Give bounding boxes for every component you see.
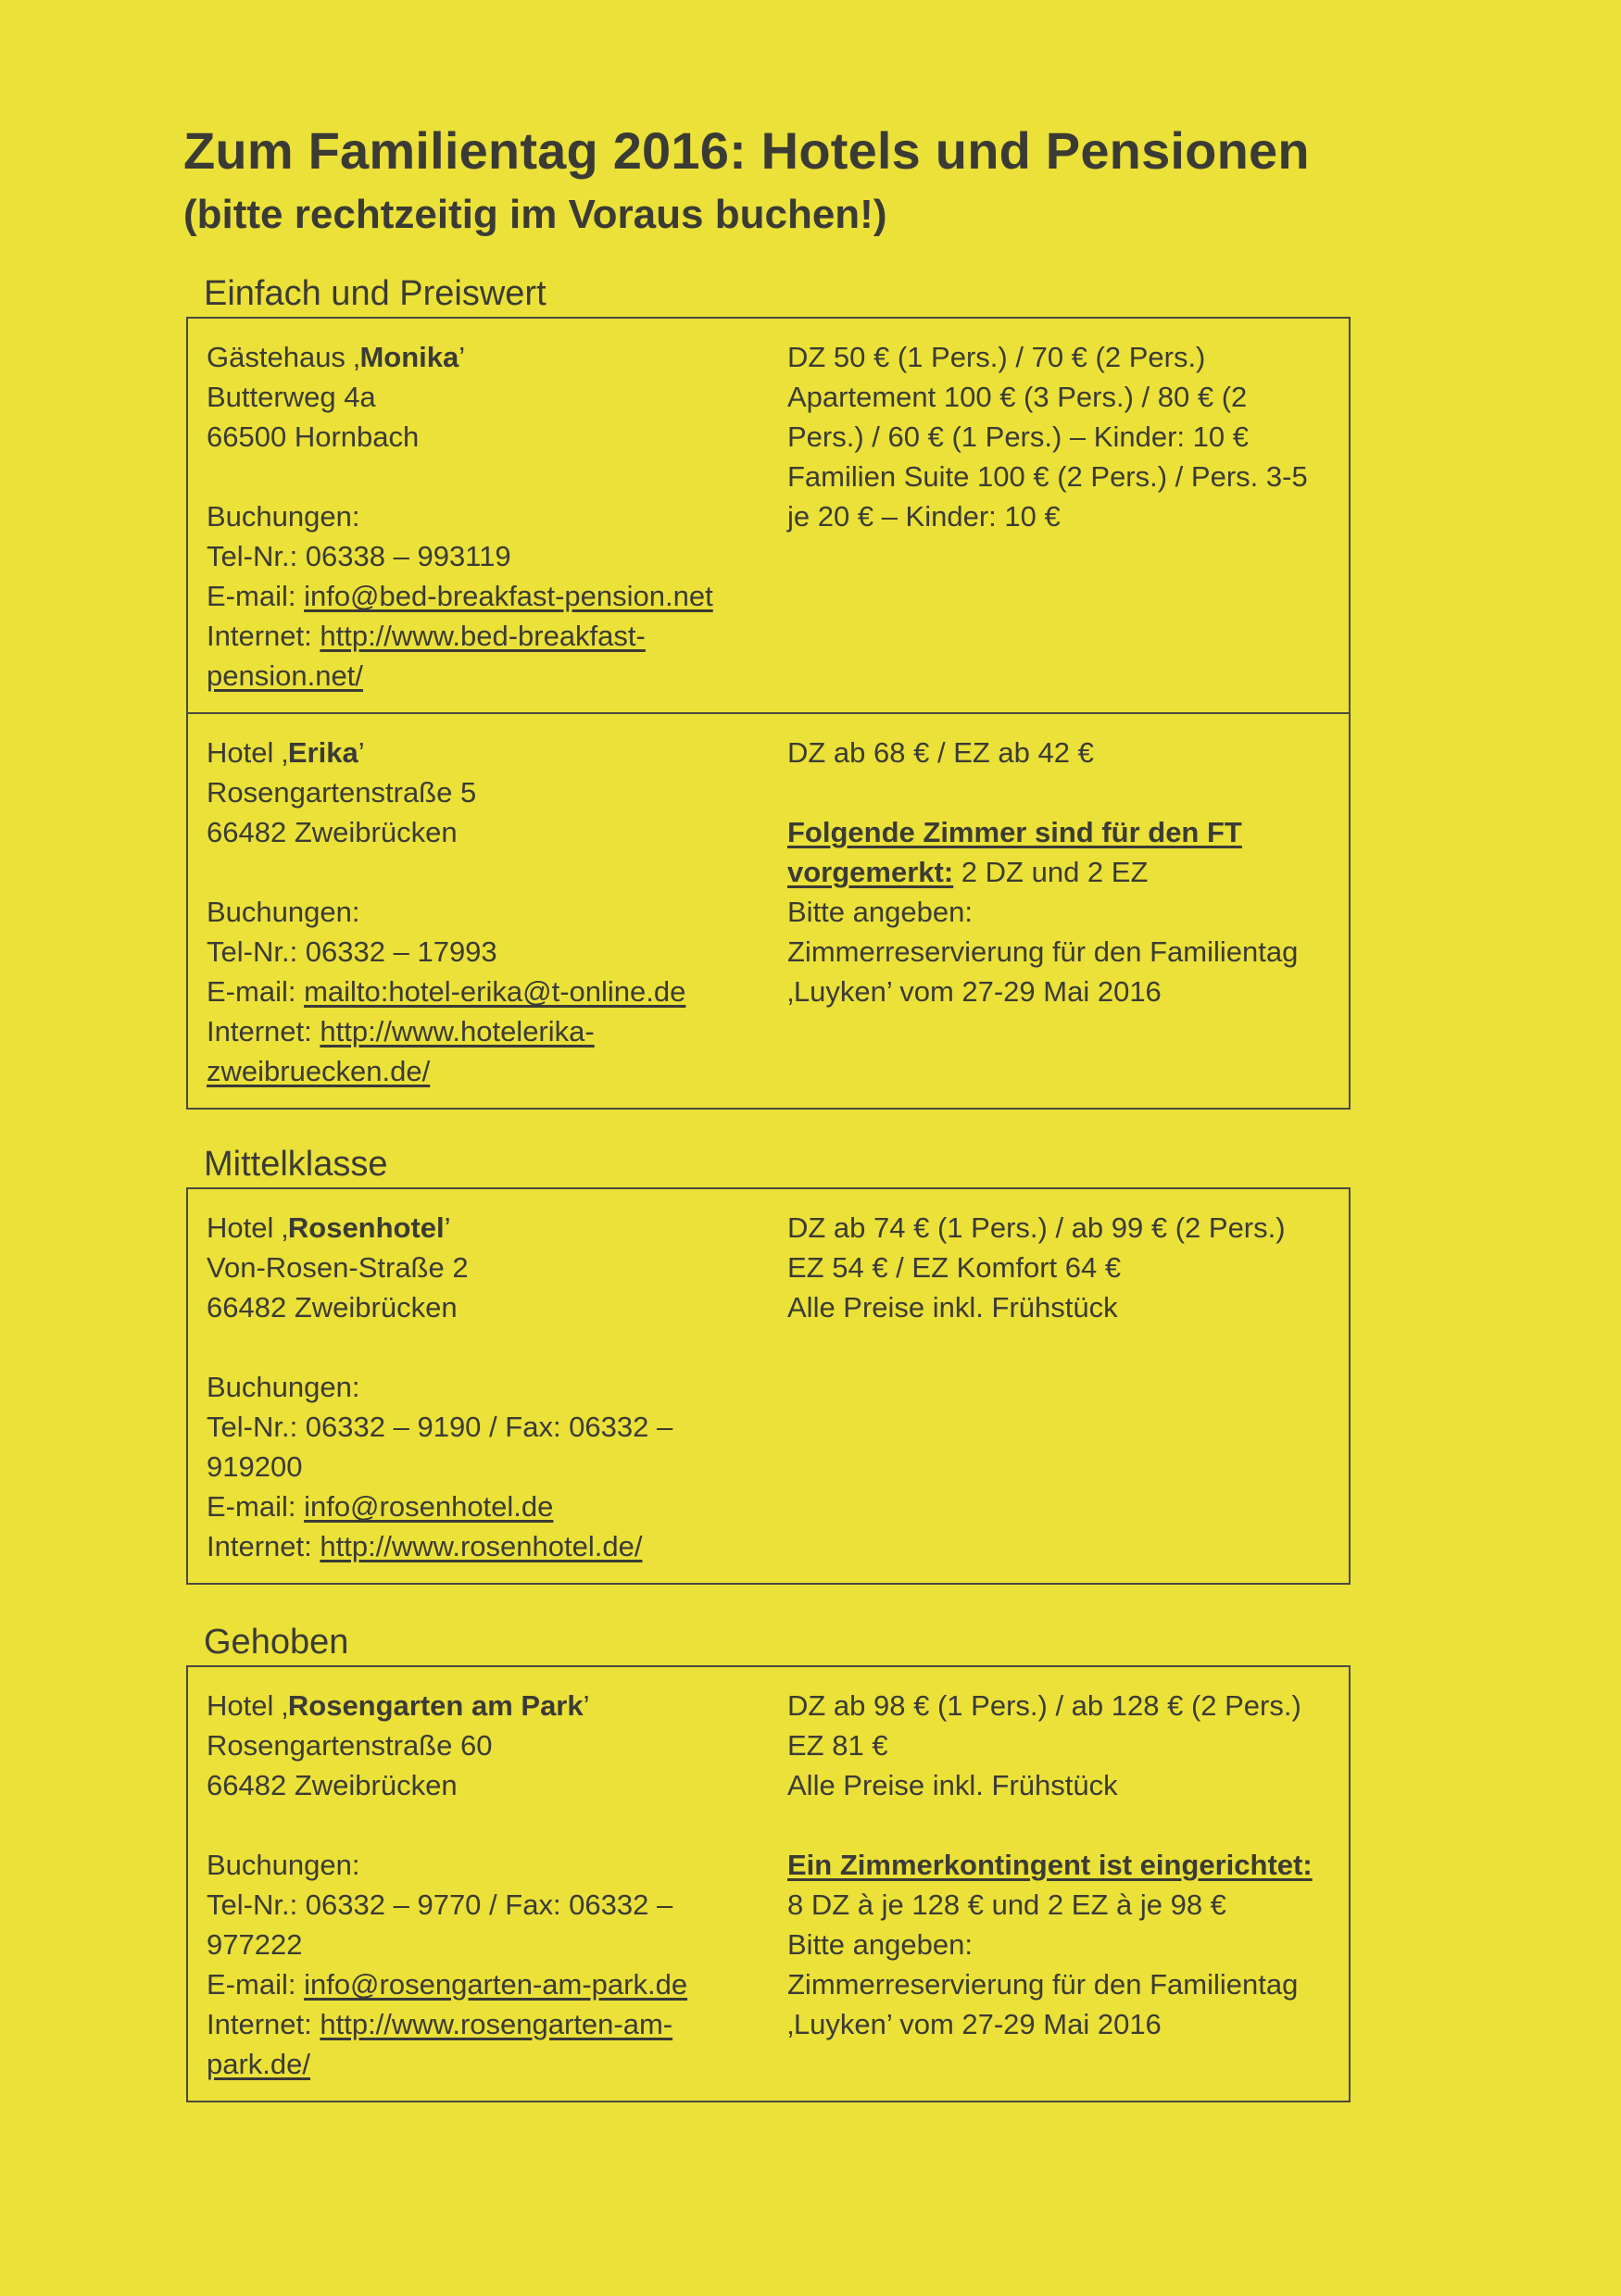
- note-line: ‚Luyken’ vom 27-29 Mai 2016: [787, 2008, 1162, 2040]
- hotel-name-line: Hotel ‚Rosengarten am Park’: [207, 1689, 590, 1722]
- hotel-name: Erika: [287, 736, 358, 769]
- price-line: Pers.) / 60 € (1 Pers.) – Kinder: 10 €: [787, 420, 1249, 453]
- hotel-contact: [187, 1188, 769, 1584]
- hotel-internet-cont: zweibruecken.de/: [207, 1055, 431, 1087]
- section-heading-einfach: Einfach und Preiswert: [204, 274, 547, 313]
- hotel-email: info@rosengarten-am-park.de: [304, 1968, 688, 2001]
- hotel-prices: [769, 318, 1350, 713]
- hotel-table-einfach: [186, 317, 1351, 1110]
- hotel-phone: Tel-Nr.: 06332 – 9770 / Fax: 06332 –: [207, 1888, 673, 1921]
- bookings-label: Buchungen:: [207, 1849, 360, 1881]
- hotel-name-line: Hotel ‚Erika’: [207, 736, 365, 769]
- note-line: ‚Luyken’ vom 27-29 Mai 2016: [787, 975, 1162, 1008]
- hotel-contact: [187, 1666, 769, 2102]
- price-line: DZ 50 € (1 Pers.) / 70 € (2 Pers.): [787, 341, 1206, 373]
- room-quota-note: Ein Zimmerkontingent ist eingerichtet:: [787, 1849, 1313, 1881]
- reserved-rooms-note-cont: vorgemerkt:: [787, 856, 954, 888]
- hotel-email-line: E-mail: info@rosenhotel.de: [207, 1490, 554, 1523]
- hotel-prices: [769, 1188, 1350, 1584]
- hotel-contact: [187, 713, 769, 1109]
- hotel-city: 66500 Hornbach: [207, 420, 420, 453]
- hotel-name: Rosengarten am Park: [287, 1689, 584, 1722]
- price-line: DZ ab 68 € / EZ ab 42 €: [787, 736, 1094, 769]
- note-line: Zimmerreservierung für den Familientag: [787, 935, 1299, 968]
- price-line: Apartement 100 € (3 Pers.) / 80 € (2: [787, 381, 1248, 413]
- price-line: EZ 54 € / EZ Komfort 64 €: [787, 1251, 1122, 1284]
- hotel-row-rosenhotel: [187, 1188, 1350, 1584]
- hotel-email: info@rosenhotel.de: [304, 1490, 554, 1523]
- hotel-internet-cont: park.de/: [207, 2048, 311, 2080]
- hotel-table-mittelklasse: [186, 1187, 1351, 1585]
- hotel-name-line: Hotel ‚Rosenhotel’: [207, 1211, 451, 1244]
- bookings-label: Buchungen:: [207, 500, 360, 533]
- hotel-row-erika: [187, 713, 1350, 1109]
- price-line: Alle Preise inkl. Frühstück: [787, 1769, 1118, 1801]
- price-line: EZ 81 €: [787, 1729, 888, 1762]
- hotel-fax-cont: 977222: [207, 1928, 303, 1961]
- hotel-row-rosengarten: [187, 1666, 1350, 2102]
- section-heading-gehoben: Gehoben: [204, 1623, 349, 1662]
- hotel-email-line: E-mail: info@rosengarten-am-park.de: [207, 1968, 688, 2001]
- hotel-city: 66482 Zweibrücken: [207, 816, 458, 848]
- hotel-prices: [769, 1666, 1350, 2102]
- hotel-name: Monika: [359, 341, 459, 373]
- price-line: je 20 € – Kinder: 10 €: [787, 500, 1061, 533]
- hotel-phone: Tel-Nr.: 06332 – 17993: [207, 935, 497, 968]
- hotel-internet-cont: pension.net/: [207, 659, 363, 692]
- hotel-internet: http://www.rosengarten-am-: [320, 2008, 673, 2040]
- section-heading-mittelklasse: Mittelklasse: [204, 1145, 388, 1184]
- reserved-rooms-note: Folgende Zimmer sind für den FT: [787, 816, 1242, 848]
- note-line: Bitte angeben:: [787, 896, 973, 928]
- price-line: Alle Preise inkl. Frühstück: [787, 1291, 1118, 1324]
- hotel-email-line: E-mail: mailto:hotel-erika@t-online.de: [207, 975, 686, 1008]
- hotel-phone: Tel-Nr.: 06332 – 9190 / Fax: 06332 –: [207, 1411, 673, 1443]
- hotel-email: mailto:hotel-erika@t-online.de: [304, 975, 686, 1008]
- hotel-name-line: Gästehaus ‚Monika’: [207, 341, 466, 373]
- hotel-street: Von-Rosen-Straße 2: [207, 1251, 469, 1284]
- page-title: Zum Familientag 2016: Hotels und Pensionen: [183, 121, 1310, 180]
- bookings-label: Buchungen:: [207, 896, 360, 928]
- hotel-street: Rosengartenstraße 60: [207, 1729, 493, 1762]
- hotel-street: Rosengartenstraße 5: [207, 776, 477, 809]
- hotel-email: info@bed-breakfast-pension.net: [304, 580, 713, 612]
- hotel-row-monika: [187, 318, 1350, 713]
- hotel-phone: Tel-Nr.: 06338 – 993119: [207, 540, 511, 572]
- hotel-internet-line: Internet: http://www.rosengarten-am-: [207, 2008, 673, 2040]
- hotel-internet-line: Internet: http://www.hotelerika-: [207, 1015, 595, 1048]
- page-subtitle: (bitte rechtzeitig im Voraus buchen!): [183, 192, 887, 237]
- hotel-prices: [769, 713, 1350, 1109]
- bookings-label: Buchungen:: [207, 1371, 360, 1403]
- reserved-rooms-count: 2 DZ und 2 EZ: [953, 856, 1149, 888]
- hotel-email-line: E-mail: info@bed-breakfast-pension.net: [207, 580, 713, 612]
- hotel-city: 66482 Zweibrücken: [207, 1769, 458, 1801]
- note-line: Bitte angeben:: [787, 1928, 973, 1961]
- note-line: Zimmerreservierung für den Familientag: [787, 1968, 1299, 2001]
- hotel-internet-line: Internet: http://www.bed-breakfast-: [207, 620, 646, 652]
- hotel-table-gehoben: [186, 1665, 1351, 2102]
- hotel-city: 66482 Zweibrücken: [207, 1291, 458, 1324]
- hotel-street: Butterweg 4a: [207, 381, 376, 413]
- hotel-internet: http://www.bed-breakfast-: [320, 620, 646, 652]
- note-line: 8 DZ à je 128 € und 2 EZ à je 98 €: [787, 1888, 1226, 1921]
- hotel-contact: [187, 318, 769, 713]
- hotel-name: Rosenhotel: [287, 1211, 445, 1244]
- hotel-internet: http://www.hotelerika-: [320, 1015, 595, 1048]
- hotel-internet: http://www.rosenhotel.de/: [320, 1530, 643, 1562]
- price-line: Familien Suite 100 € (2 Pers.) / Pers. 3-5: [787, 460, 1308, 493]
- hotel-fax-cont: 919200: [207, 1450, 303, 1483]
- hotel-internet-line: Internet: http://www.rosenhotel.de/: [207, 1530, 643, 1562]
- price-line: DZ ab 74 € (1 Pers.) / ab 99 € (2 Pers.): [787, 1211, 1286, 1244]
- price-line: DZ ab 98 € (1 Pers.) / ab 128 € (2 Pers.): [787, 1689, 1301, 1722]
